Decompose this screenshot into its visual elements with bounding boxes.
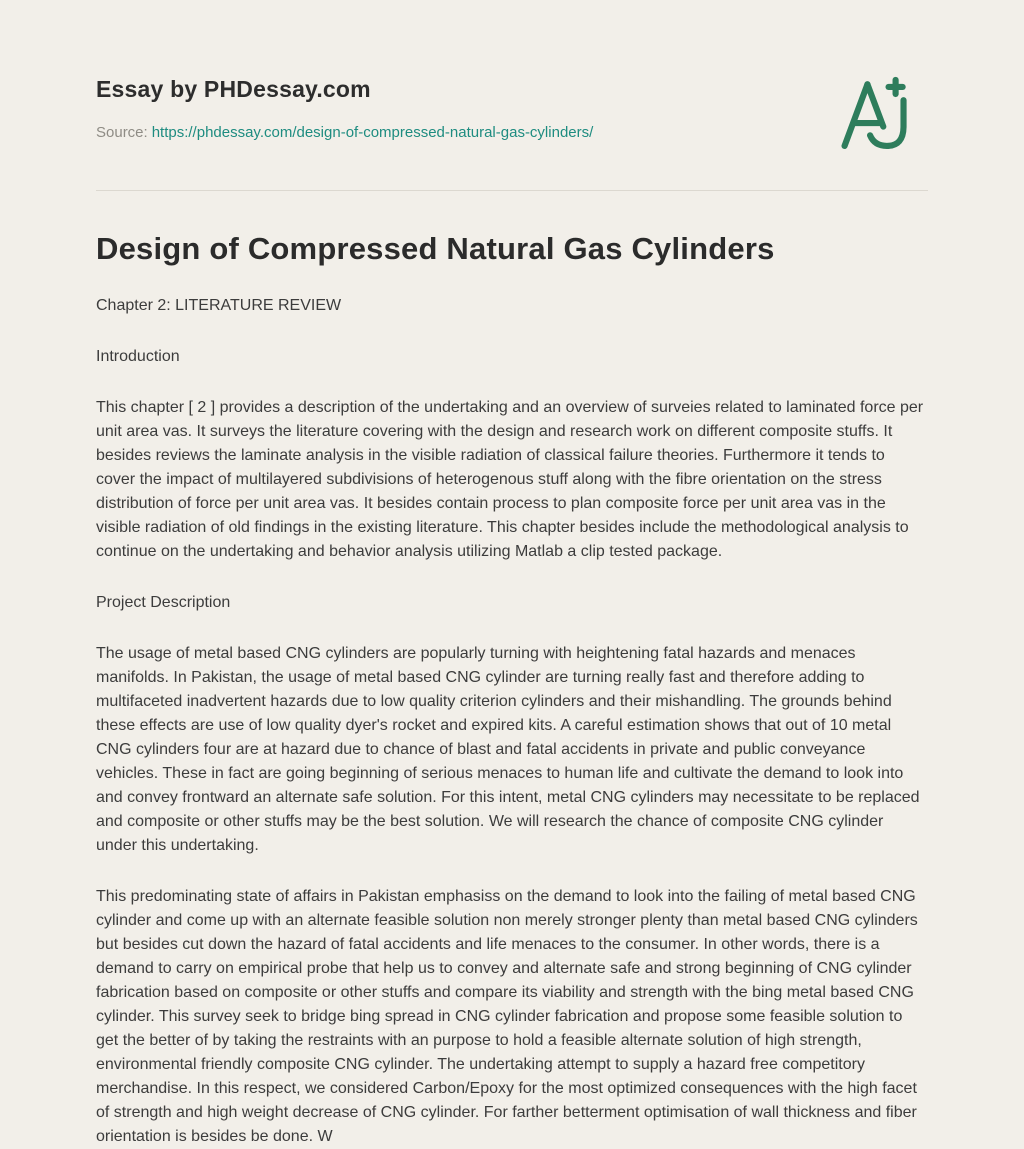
brand-title: Essay by PHDessay.com [96,76,371,102]
page-title: Design of Compressed Natural Gas Cylinders [96,231,775,266]
paragraph-introduction-body: This chapter [ 2 ] provides a description of the undertaking and an overview of surveies related to laminated force per unit area vas. It surveys the literature covering with the design and research work on different composite stuffs. It besides reviews the laminate analysis in the visible radiation of classical failure theories. Furthermore it tends to cover the impact of multilayered subdivisions of heterogenous stuff along with the fibre orientation on the stress distribution of force per unit area vas. It besides contain process to plan composite force per unit area vas in the visible radiation of old findings in the existing literature. This chapter besides include the methodological analysis to continue on the undertaking and behavior analysis utilizing Matlab a clip tested package. [96,399,924,560]
paragraph-chapter-heading: Chapter 2: LITERATURE REVIEW [96,297,342,314]
source-url-link[interactable]: https://phdessay.com/design-of-compressed-natural-gas-cylinders/ [151,124,594,141]
paragraph-project-description-body-1: The usage of metal based CNG cylinders are popularly turning with heightening fatal hazards and menaces manifolds. In Pakistan, the usage of metal based CNG cylinder are turning really fast and therefore adding to multifaceted inadvertent hazards due to low quality criterion cylinders and their mishandling. The grounds behind these effects are use of low quality dyer's rocket and expired kits. A careful estimation shows that out of 10 metal CNG cylinders four are at hazard due to chance of blast and fatal accidents in private and public conveyance vehicles. These in fact are going beginning of serious menaces to human life and cultivate the demand to look into and convey frontward an alternate safe solution. For this intent, metal CNG cylinders may necessitate to be replaced and composite or other stuffs may be the best solution. We will research the chance of composite CNG cylinder under this undertaking. [96,645,920,854]
page-header [96,0,928,160]
paragraph-introduction-heading: Introduction [96,348,180,365]
header-divider [96,190,928,191]
paragraph-project-description-heading: Project Description [96,594,231,611]
header-text [96,76,593,141]
source-label: Source: [96,124,148,141]
phdessay-logo-icon [832,72,924,160]
paragraph-project-description-body-2: This predominating state of affairs in Pakistan emphasiss on the demand to look into the failing of metal based CNG cylinder and come up with an alternate feasible solution non merely stronger plenty than metal based CNG cylinders but besides cut down the hazard of fatal accidents and life menaces to the consumer. In other words, there is a demand to carry on empirical probe that help us to convey and alternate safe and strong beginning of CNG cylinder fabrication based on composite or other stuffs and compare its viability and strength with the bing metal based CNG cylinder. This survey seek to bridge bing spread in CNG cylinder fabrication and propose some feasible solution to get the better of by taking the restraints with an purpose to hold a feasible alternate solution of high strength, environmental friendly composite CNG cylinder. The undertaking attempt to supply a hazard free competitory merchandise. In this respect, we considered Carbon/Epoxy for the most optimized consequences with the high facet of strength and high weight decrease of CNG cylinder. For farther betterment optimisation of wall thickness and fiber orientation is besides be done. W [96,888,918,1145]
source-line [96,124,593,141]
